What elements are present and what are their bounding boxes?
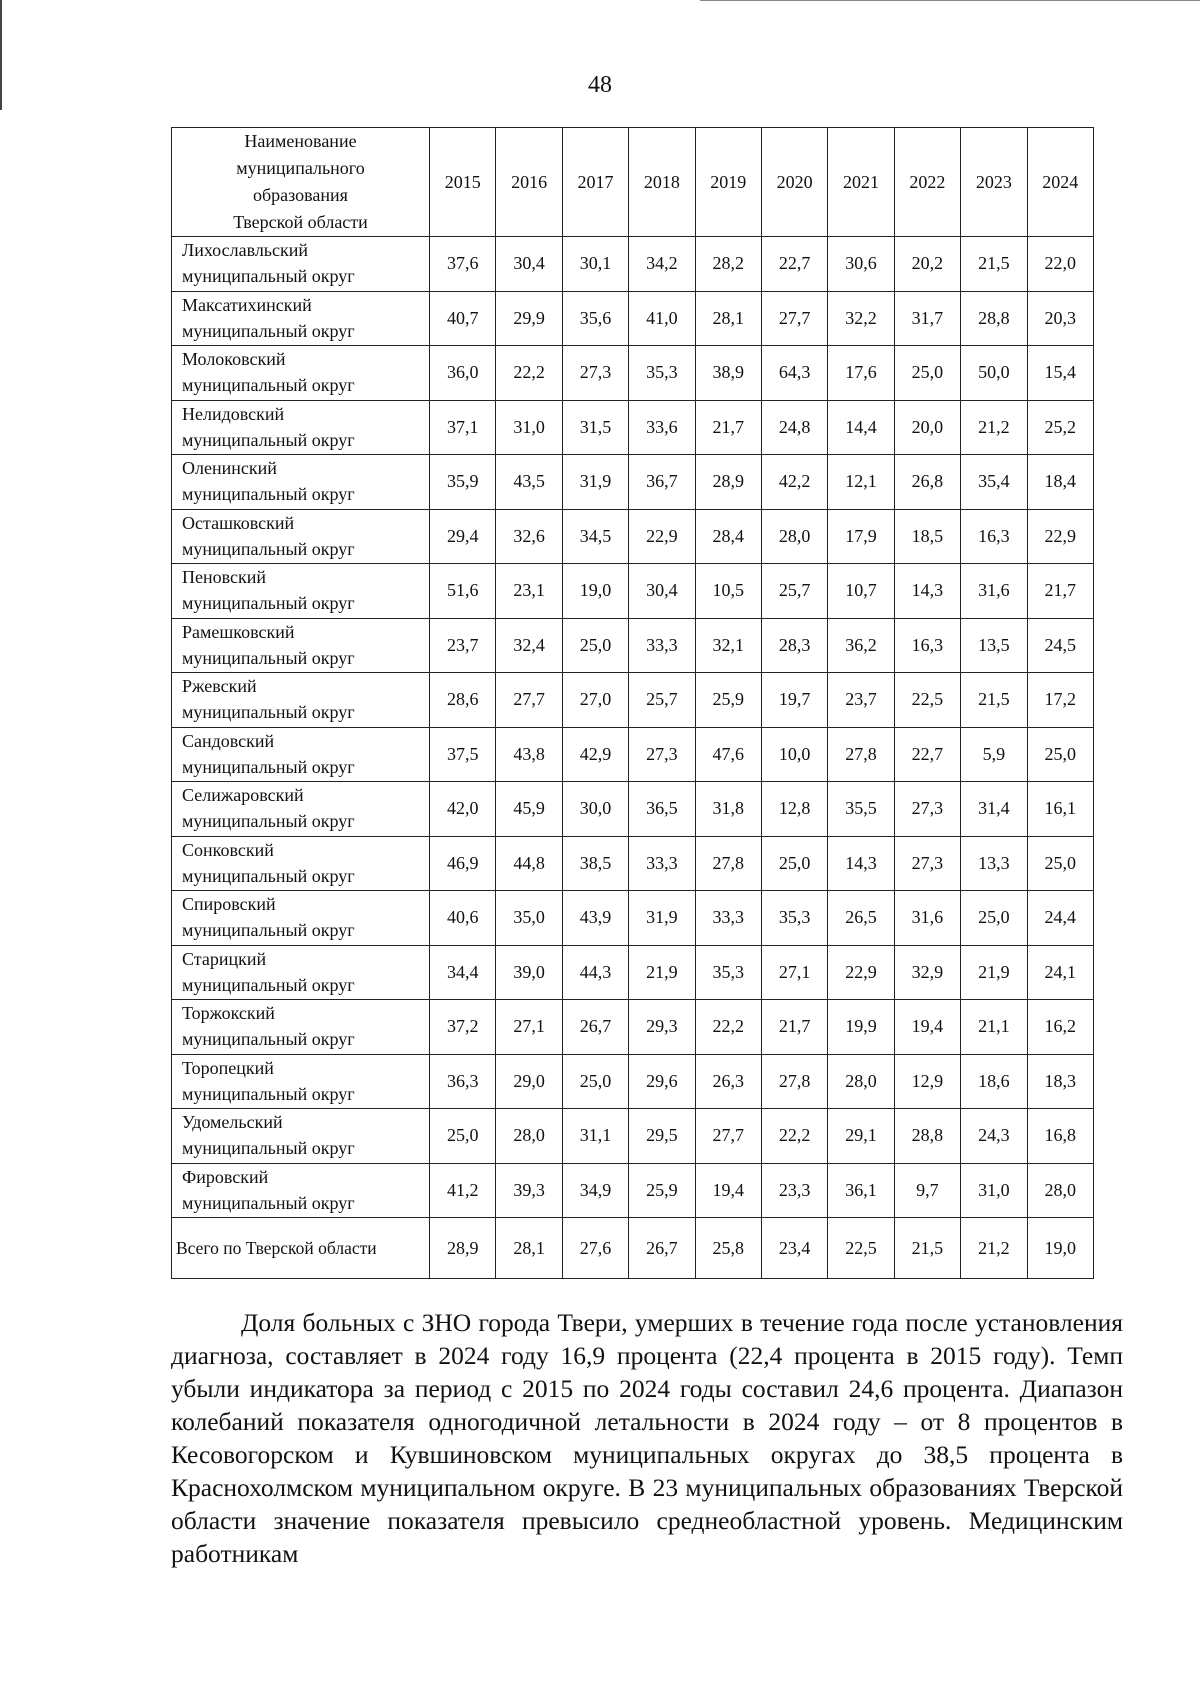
value-cell: 43,9 — [562, 891, 628, 946]
value-cell: 27,3 — [894, 782, 960, 837]
value-cell: 23,7 — [828, 673, 894, 728]
table-row — [172, 509, 1094, 564]
municipality-name-line: Пеновский — [182, 567, 267, 587]
value-cell: 41,0 — [629, 291, 695, 346]
value-cell: 19,4 — [695, 1163, 761, 1218]
municipality-name-line: муниципальный округ — [182, 320, 355, 341]
value-cell: 14,3 — [894, 564, 960, 619]
value-cell: 25,7 — [761, 564, 827, 619]
value-cell: 17,9 — [828, 509, 894, 564]
municipality-name-cell — [172, 1054, 430, 1109]
municipality-column-header — [172, 128, 430, 237]
value-cell: 22,7 — [761, 237, 827, 292]
value-cell: 28,3 — [761, 618, 827, 673]
value-cell: 18,3 — [1027, 1054, 1093, 1109]
municipality-name-cell — [172, 891, 430, 946]
municipality-name-line: муниципальный округ — [182, 1083, 355, 1104]
table-row — [172, 237, 1094, 292]
value-cell: 21,5 — [961, 673, 1027, 728]
municipality-name-cell — [172, 673, 430, 728]
value-cell: 31,4 — [961, 782, 1027, 837]
municipality-name-line: Спировский — [182, 894, 276, 914]
table-row — [172, 346, 1094, 401]
municipality-name-line: Рамешковский — [182, 621, 295, 642]
value-cell: 25,7 — [629, 673, 695, 728]
value-cell: 44,3 — [562, 945, 628, 1000]
value-cell: 27,8 — [828, 727, 894, 782]
value-cell: 27,7 — [496, 673, 562, 728]
value-cell: 36,2 — [828, 618, 894, 673]
value-cell: 42,0 — [430, 782, 496, 837]
municipality-name-cell — [172, 836, 430, 891]
table-row — [172, 1000, 1094, 1055]
value-cell: 39,0 — [496, 945, 562, 1000]
year-header: 2018 — [629, 128, 695, 237]
value-cell: 33,6 — [629, 400, 695, 455]
value-cell: 46,9 — [430, 836, 496, 891]
year-header: 2021 — [828, 128, 894, 237]
value-cell: 27,8 — [695, 836, 761, 891]
value-cell: 42,9 — [562, 727, 628, 782]
value-cell: 36,1 — [828, 1163, 894, 1218]
municipality-name-cell — [172, 1109, 430, 1164]
value-cell: 22,7 — [894, 727, 960, 782]
value-cell: 28,0 — [496, 1109, 562, 1164]
value-cell: 25,0 — [1027, 836, 1093, 891]
value-cell: 35,3 — [695, 945, 761, 1000]
municipality-name-line: муниципальный округ — [182, 1192, 355, 1213]
value-cell: 31,5 — [562, 400, 628, 455]
municipality-name-cell — [172, 291, 430, 346]
municipality-name-cell — [172, 727, 430, 782]
value-cell: 33,3 — [629, 836, 695, 891]
table-row — [172, 727, 1094, 782]
value-cell: 16,3 — [961, 509, 1027, 564]
value-cell: 12,9 — [894, 1054, 960, 1109]
value-cell: 36,5 — [629, 782, 695, 837]
value-cell: 28,2 — [695, 237, 761, 292]
value-cell: 25,0 — [562, 1054, 628, 1109]
table-row — [172, 618, 1094, 673]
value-cell: 23,3 — [761, 1163, 827, 1218]
value-cell: 22,0 — [1027, 237, 1093, 292]
scan-top-line — [700, 0, 1200, 1]
municipality-name-line: Нелидовский — [182, 403, 285, 424]
value-cell: 29,9 — [496, 291, 562, 346]
total-value-cell: 25,8 — [695, 1218, 761, 1279]
table-body — [172, 237, 1094, 1279]
value-cell: 5,9 — [961, 727, 1027, 782]
total-value-cell: 28,9 — [430, 1218, 496, 1279]
value-cell: 21,2 — [961, 400, 1027, 455]
value-cell: 32,6 — [496, 509, 562, 564]
value-cell: 12,8 — [761, 782, 827, 837]
value-cell: 28,8 — [894, 1109, 960, 1164]
value-cell: 13,5 — [961, 618, 1027, 673]
total-value-cell: 21,2 — [961, 1218, 1027, 1279]
table-row — [172, 400, 1094, 455]
municipality-name-line: муниципальный округ — [182, 375, 355, 395]
value-cell: 26,8 — [894, 455, 960, 510]
value-cell: 37,2 — [430, 1000, 496, 1055]
table-row — [172, 673, 1094, 728]
municipality-name-line: муниципальный округ — [182, 811, 355, 831]
value-cell: 35,4 — [961, 455, 1027, 510]
municipality-name-cell — [172, 782, 430, 837]
value-cell: 31,8 — [695, 782, 761, 837]
value-cell: 16,1 — [1027, 782, 1093, 837]
value-cell: 27,3 — [629, 727, 695, 782]
value-cell: 10,7 — [828, 564, 894, 619]
table-row — [172, 1109, 1094, 1164]
value-cell: 34,4 — [430, 945, 496, 1000]
value-cell: 32,1 — [695, 618, 761, 673]
value-cell: 28,1 — [695, 291, 761, 346]
value-cell: 17,2 — [1027, 673, 1093, 728]
value-cell: 29,5 — [629, 1109, 695, 1164]
table-row — [172, 945, 1094, 1000]
value-cell: 51,6 — [430, 564, 496, 619]
value-cell: 24,4 — [1027, 891, 1093, 946]
value-cell: 27,3 — [562, 346, 628, 401]
value-cell: 30,4 — [496, 237, 562, 292]
value-cell: 31,7 — [894, 291, 960, 346]
value-cell: 21,9 — [629, 945, 695, 1000]
table-row — [172, 1054, 1094, 1109]
municipality-name-cell — [172, 509, 430, 564]
municipality-name-cell — [172, 945, 430, 1000]
value-cell: 9,7 — [894, 1163, 960, 1218]
value-cell: 30,1 — [562, 237, 628, 292]
value-cell: 18,5 — [894, 509, 960, 564]
value-cell: 16,3 — [894, 618, 960, 673]
value-cell: 31,1 — [562, 1109, 628, 1164]
value-cell: 22,2 — [496, 346, 562, 401]
value-cell: 27,0 — [562, 673, 628, 728]
municipality-name-line: Старицкий — [182, 948, 267, 969]
value-cell: 19,7 — [761, 673, 827, 728]
value-cell: 28,9 — [695, 455, 761, 510]
municipality-name-line: муниципальный округ — [182, 756, 355, 777]
value-cell: 27,7 — [695, 1109, 761, 1164]
municipality-name-cell — [172, 618, 430, 673]
value-cell: 14,3 — [828, 836, 894, 891]
mortality-table — [171, 127, 1094, 1279]
municipality-name-line: Фировский — [182, 1166, 269, 1187]
value-cell: 42,2 — [761, 455, 827, 510]
value-cell: 27,1 — [761, 945, 827, 1000]
value-cell: 35,3 — [761, 891, 827, 946]
value-cell: 28,0 — [1027, 1163, 1093, 1218]
municipality-name-line: Сонковский — [182, 839, 274, 860]
value-cell: 18,4 — [1027, 455, 1093, 510]
year-header: 2020 — [761, 128, 827, 237]
value-cell: 25,0 — [1027, 727, 1093, 782]
municipality-name-line: муниципальный округ — [182, 484, 355, 504]
value-cell: 38,5 — [562, 836, 628, 891]
value-cell: 31,0 — [496, 400, 562, 455]
value-cell: 13,3 — [961, 836, 1027, 891]
table-row — [172, 836, 1094, 891]
value-cell: 26,7 — [562, 1000, 628, 1055]
municipality-name-cell — [172, 346, 430, 401]
table-header-row — [172, 128, 1094, 237]
value-cell: 21,5 — [961, 237, 1027, 292]
municipality-name-line: муниципальный округ — [182, 429, 355, 450]
value-cell: 32,2 — [828, 291, 894, 346]
total-value-cell: 27,6 — [562, 1218, 628, 1279]
value-cell: 21,1 — [961, 1000, 1027, 1055]
municipality-name-line: муниципальный округ — [182, 702, 355, 722]
year-header: 2023 — [961, 128, 1027, 237]
value-cell: 29,4 — [430, 509, 496, 564]
value-cell: 25,0 — [761, 836, 827, 891]
value-cell: 20,2 — [894, 237, 960, 292]
value-cell: 33,3 — [695, 891, 761, 946]
value-cell: 19,4 — [894, 1000, 960, 1055]
value-cell: 34,5 — [562, 509, 628, 564]
value-cell: 35,5 — [828, 782, 894, 837]
value-cell: 12,1 — [828, 455, 894, 510]
total-value-cell: 28,1 — [496, 1218, 562, 1279]
value-cell: 47,6 — [695, 727, 761, 782]
header-line: образования — [253, 185, 348, 205]
table-row — [172, 455, 1094, 510]
value-cell: 26,3 — [695, 1054, 761, 1109]
value-cell: 25,0 — [430, 1109, 496, 1164]
value-cell: 25,0 — [961, 891, 1027, 946]
value-cell: 34,9 — [562, 1163, 628, 1218]
municipality-name-line: муниципальный округ — [182, 920, 355, 940]
total-row — [172, 1218, 1094, 1279]
value-cell: 21,9 — [961, 945, 1027, 1000]
value-cell: 24,1 — [1027, 945, 1093, 1000]
total-value-cell: 21,5 — [894, 1218, 960, 1279]
value-cell: 14,4 — [828, 400, 894, 455]
municipality-name-line: муниципальный округ — [182, 1138, 355, 1158]
value-cell: 28,6 — [430, 673, 496, 728]
municipality-name-line: Осташковский — [182, 512, 295, 533]
municipality-name-line: муниципальный округ — [182, 865, 355, 886]
value-cell: 20,0 — [894, 400, 960, 455]
municipality-name-line: Оленинский — [182, 458, 277, 478]
value-cell: 28,0 — [828, 1054, 894, 1109]
year-header: 2022 — [894, 128, 960, 237]
page-number: 48 — [588, 72, 612, 98]
value-cell: 40,6 — [430, 891, 496, 946]
value-cell: 32,9 — [894, 945, 960, 1000]
value-cell: 19,0 — [562, 564, 628, 619]
value-cell: 36,3 — [430, 1054, 496, 1109]
year-header: 2016 — [496, 128, 562, 237]
value-cell: 22,2 — [761, 1109, 827, 1164]
value-cell: 22,9 — [1027, 509, 1093, 564]
value-cell: 27,7 — [761, 291, 827, 346]
table-row — [172, 782, 1094, 837]
value-cell: 36,0 — [430, 346, 496, 401]
value-cell: 29,1 — [828, 1109, 894, 1164]
table-row — [172, 291, 1094, 346]
value-cell: 32,4 — [496, 618, 562, 673]
municipality-name-line: муниципальный округ — [182, 647, 355, 668]
value-cell: 27,1 — [496, 1000, 562, 1055]
value-cell: 21,7 — [761, 1000, 827, 1055]
municipality-name-line: Торопецкий — [182, 1057, 274, 1078]
value-cell: 16,8 — [1027, 1109, 1093, 1164]
value-cell: 64,3 — [761, 346, 827, 401]
body-paragraph: Доля больных с ЗНО города Твери, умерших в течение года после установления диагноза, составляет в 2024 году 16,9 процента (22,4 процента в 2015 году). Темп убыли индикатора за период с 2015 по 2024 годы составил 24,6 процента. Диапазон колебаний показателя одногодичной летальности в 2024 году – от 8 процентов в Кесовогорском и Кувшиновском муниципальных округах до 38,5 процента в Краснохолмском муниципальном округе. В 23 муниципальных образованиях Тверской области значение показателя превысило среднеобластной уровень. Медицинским работникам — [171, 1308, 1123, 1568]
municipality-name-line: Максатихинский — [182, 294, 312, 315]
value-cell: 31,0 — [961, 1163, 1027, 1218]
municipality-name-cell — [172, 564, 430, 619]
value-cell: 24,8 — [761, 400, 827, 455]
value-cell: 39,3 — [496, 1163, 562, 1218]
value-cell: 16,2 — [1027, 1000, 1093, 1055]
municipality-name-line: муниципальный округ — [182, 266, 355, 286]
value-cell: 34,2 — [629, 237, 695, 292]
value-cell: 41,2 — [430, 1163, 496, 1218]
header-line: муниципального — [236, 158, 365, 178]
year-header: 2024 — [1027, 128, 1093, 237]
municipality-name-line: муниципальный округ — [182, 1029, 355, 1049]
value-cell: 28,4 — [695, 509, 761, 564]
value-cell: 15,4 — [1027, 346, 1093, 401]
total-value-cell: 23,4 — [761, 1218, 827, 1279]
municipality-name-cell — [172, 1163, 430, 1218]
value-cell: 35,0 — [496, 891, 562, 946]
value-cell: 38,9 — [695, 346, 761, 401]
municipality-name-line: муниципальный округ — [182, 538, 355, 559]
value-cell: 37,1 — [430, 400, 496, 455]
value-cell: 27,3 — [894, 836, 960, 891]
table-row — [172, 891, 1094, 946]
municipality-name-cell — [172, 455, 430, 510]
value-cell: 10,0 — [761, 727, 827, 782]
value-cell: 28,0 — [761, 509, 827, 564]
municipality-name-cell — [172, 400, 430, 455]
value-cell: 22,2 — [695, 1000, 761, 1055]
municipality-name-line: Сандовский — [182, 730, 275, 751]
total-value-cell: 26,7 — [629, 1218, 695, 1279]
value-cell: 25,0 — [562, 618, 628, 673]
value-cell: 37,5 — [430, 727, 496, 782]
municipality-name-line: муниципальный округ — [182, 974, 355, 995]
value-cell: 22,9 — [629, 509, 695, 564]
total-value-cell: 22,5 — [828, 1218, 894, 1279]
value-cell: 31,9 — [629, 891, 695, 946]
municipality-name-line: Лихославльский — [182, 240, 309, 260]
value-cell: 35,3 — [629, 346, 695, 401]
municipality-name-line: муниципальный округ — [182, 593, 355, 613]
value-cell: 30,4 — [629, 564, 695, 619]
value-cell: 35,9 — [430, 455, 496, 510]
value-cell: 25,0 — [894, 346, 960, 401]
value-cell: 28,8 — [961, 291, 1027, 346]
year-header: 2019 — [695, 128, 761, 237]
value-cell: 22,5 — [894, 673, 960, 728]
value-cell: 25,9 — [695, 673, 761, 728]
value-cell: 20,3 — [1027, 291, 1093, 346]
value-cell: 44,8 — [496, 836, 562, 891]
value-cell: 17,6 — [828, 346, 894, 401]
value-cell: 30,6 — [828, 237, 894, 292]
value-cell: 24,5 — [1027, 618, 1093, 673]
value-cell: 10,5 — [695, 564, 761, 619]
value-cell: 25,9 — [629, 1163, 695, 1218]
municipality-name-line: Ржевский — [182, 676, 257, 696]
value-cell: 21,7 — [695, 400, 761, 455]
total-value-cell: 19,0 — [1027, 1218, 1093, 1279]
value-cell: 45,9 — [496, 782, 562, 837]
total-name-cell: Всего по Тверской области — [172, 1218, 430, 1279]
value-cell: 43,8 — [496, 727, 562, 782]
table-row — [172, 564, 1094, 619]
value-cell: 40,7 — [430, 291, 496, 346]
value-cell: 18,6 — [961, 1054, 1027, 1109]
header-line: Наименование — [244, 131, 357, 151]
value-cell: 29,3 — [629, 1000, 695, 1055]
year-header: 2017 — [562, 128, 628, 237]
header-line: Тверской области — [233, 212, 368, 232]
value-cell: 31,6 — [894, 891, 960, 946]
value-cell: 36,7 — [629, 455, 695, 510]
municipality-name-cell — [172, 1000, 430, 1055]
year-header: 2015 — [430, 128, 496, 237]
value-cell: 35,6 — [562, 291, 628, 346]
value-cell: 22,9 — [828, 945, 894, 1000]
value-cell: 30,0 — [562, 782, 628, 837]
value-cell: 31,9 — [562, 455, 628, 510]
value-cell: 27,8 — [761, 1054, 827, 1109]
municipality-name-line: Селижаровский — [182, 785, 304, 805]
municipality-name-line: Торжокский — [182, 1003, 275, 1023]
value-cell: 29,6 — [629, 1054, 695, 1109]
value-cell: 50,0 — [961, 346, 1027, 401]
value-cell: 37,6 — [430, 237, 496, 292]
value-cell: 25,2 — [1027, 400, 1093, 455]
municipality-name-cell — [172, 237, 430, 292]
value-cell: 31,6 — [961, 564, 1027, 619]
value-cell: 19,9 — [828, 1000, 894, 1055]
value-cell: 43,5 — [496, 455, 562, 510]
municipality-name-line: Удомельский — [182, 1112, 283, 1132]
value-cell: 23,1 — [496, 564, 562, 619]
value-cell: 24,3 — [961, 1109, 1027, 1164]
value-cell: 26,5 — [828, 891, 894, 946]
value-cell: 33,3 — [629, 618, 695, 673]
municipality-name-line: Молоковский — [182, 349, 286, 369]
value-cell: 21,7 — [1027, 564, 1093, 619]
value-cell: 29,0 — [496, 1054, 562, 1109]
value-cell: 23,7 — [430, 618, 496, 673]
table-row — [172, 1163, 1094, 1218]
